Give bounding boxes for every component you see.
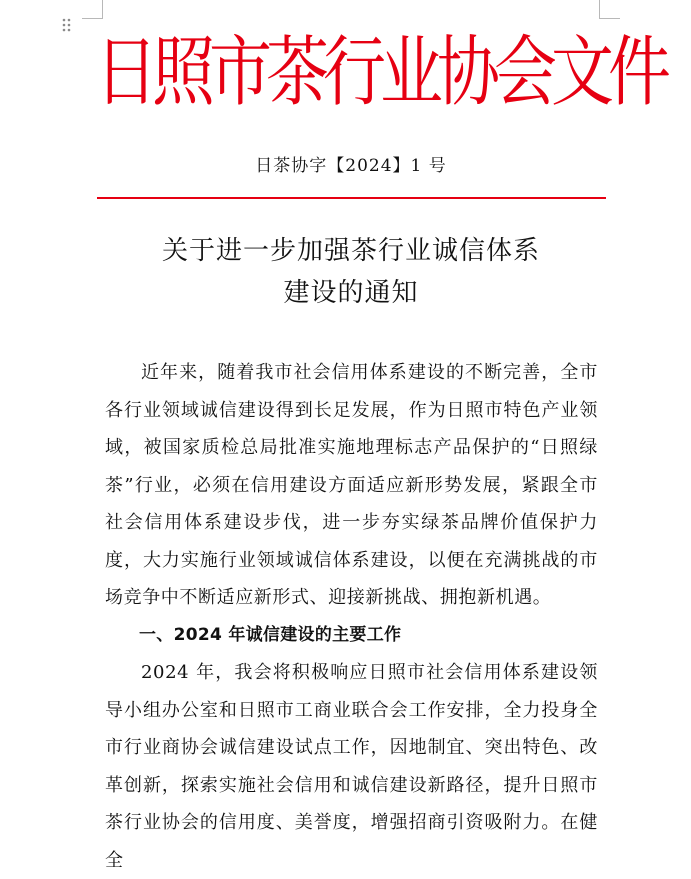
section-heading-1: 一、2024 年诚信建设的主要工作 xyxy=(139,624,402,645)
document-masthead: 日照市茶行业协会文件 xyxy=(95,27,665,117)
document-number: 日茶协字【2024】1 号 xyxy=(255,156,447,176)
body-paragraph-2: 2024 年，我会将积极响应日照市社会信用体系建设领导小组办公室和日照市工商业联合会工作安排，全力投身全市行业商协会诚信建设试点工作，因地制宜、突出特色、改革创新，探索实施社会信用和诚信建设新路径，提升日照市茶行业协会的信用度、美誉度，增强招商引资吸附力。在健全 xyxy=(105,662,598,871)
red-divider-line xyxy=(97,197,606,199)
document-title-line-1: 关于进一步加强茶行业诚信体系 xyxy=(161,236,540,266)
document-body xyxy=(105,354,598,879)
document-title xyxy=(95,230,607,314)
body-paragraph-1: 近年来，随着我市社会信用体系建设的不断完善，全市各行业领域诚信建设得到长足发展，作为日照市特色产业领域，被国家质检总局批准实施地理标志产品保护的“日照绿茶”行业，必须在信用建设方面适应新形势发展，紧跟全市社会信用体系建设步伐，进一步夯实绿茶品牌价值保护力度，大力实施行业领域诚信体系建设，以便在充满挑战的市场竞争中不断适应新形式、迎接新挑战、拥抱新机遇。 xyxy=(105,362,598,608)
document-title-line-2: 建设的通知 xyxy=(283,278,419,308)
drag-handle-icon[interactable] xyxy=(62,18,74,34)
